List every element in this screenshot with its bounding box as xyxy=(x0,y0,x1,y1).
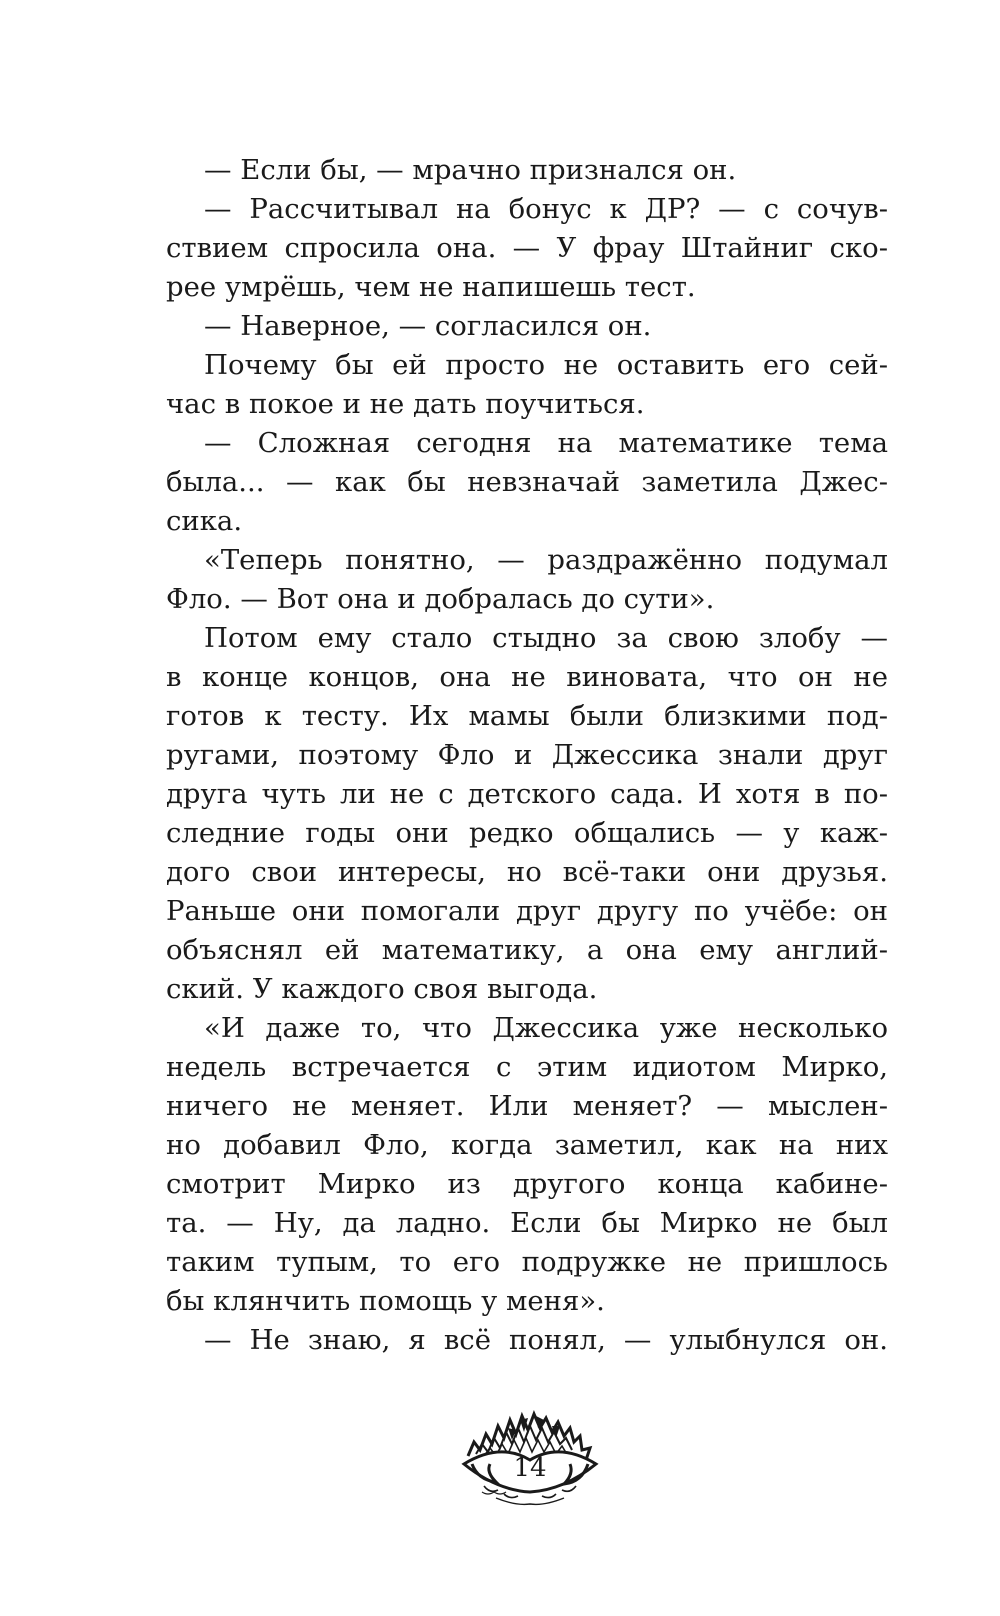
text-line: — Рассчитывал на бонус к ДР? — с сочув- xyxy=(204,193,888,225)
text-line: — Сложная сегодня на математике тема xyxy=(204,427,888,459)
text-line: друга чуть ли не с детского сада. И хотя в по- xyxy=(166,778,888,810)
text-line: — Наверное, — согласился он. xyxy=(204,310,652,342)
text-line: ствием спросила она. — У фрау Штайниг ско- xyxy=(166,232,888,264)
text-line: ский. У каждого своя выгода. xyxy=(166,973,598,1005)
text-line: час в покое и не дать поучиться. xyxy=(166,388,645,420)
text-line: объяснял ей математику, а она ему англий- xyxy=(166,934,888,966)
page-folio xyxy=(460,1398,600,1508)
text-line: недель встречается с этим идиотом Мирко, xyxy=(166,1051,888,1083)
text-line: ругами, поэтому Фло и Джессика знали друг xyxy=(166,739,888,771)
text-line: сика. xyxy=(166,505,243,537)
text-line: готов к тесту. Их мамы были близкими под- xyxy=(166,700,888,732)
text-line: таким тупым, то его подружке не пришлось xyxy=(166,1246,888,1278)
text-line: Раньше они помогали друг другу по учёбе: он xyxy=(166,895,888,927)
text-line: но добавил Фло, когда заметил, как на них xyxy=(166,1129,888,1161)
text-line: Фло. — Вот она и добралась до сути». xyxy=(166,583,715,615)
text-line: ничего не меняет. Или меняет? — мыслен- xyxy=(166,1090,888,1122)
text-line: была... — как бы невзначай заметила Джес- xyxy=(166,466,888,498)
text-line: бы клянчить помощь у меня». xyxy=(166,1285,605,1317)
text-line: — Не знаю, я всё понял, — улыбнулся он. xyxy=(204,1324,888,1356)
text-column xyxy=(166,151,888,1360)
text-line: дого свои интересы, но всё-таки они друзья. xyxy=(166,856,888,888)
text-line: смотрит Мирко из другого конца кабине- xyxy=(166,1168,888,1200)
text-line: в конце концов, она не виновата, что он не xyxy=(166,661,888,693)
text-line: «Теперь понятно, — раздражённо подумал xyxy=(204,544,888,576)
text-line: — Если бы, — мрачно признался он. xyxy=(204,154,737,186)
text-line: Почему бы ей просто не оставить его сей- xyxy=(204,349,888,381)
text-line: Потом ему стало стыдно за свою злобу — xyxy=(204,622,888,654)
text-line: та. — Ну, да ладно. Если бы Мирко не был xyxy=(166,1207,888,1239)
text-line: рее умрёшь, чем не напишешь тест. xyxy=(166,271,696,303)
text-line: «И даже то, что Джессика уже несколько xyxy=(204,1012,888,1044)
page-number: 14 xyxy=(513,1453,547,1483)
text-line: следние годы они редко общались — у каж- xyxy=(166,817,888,849)
